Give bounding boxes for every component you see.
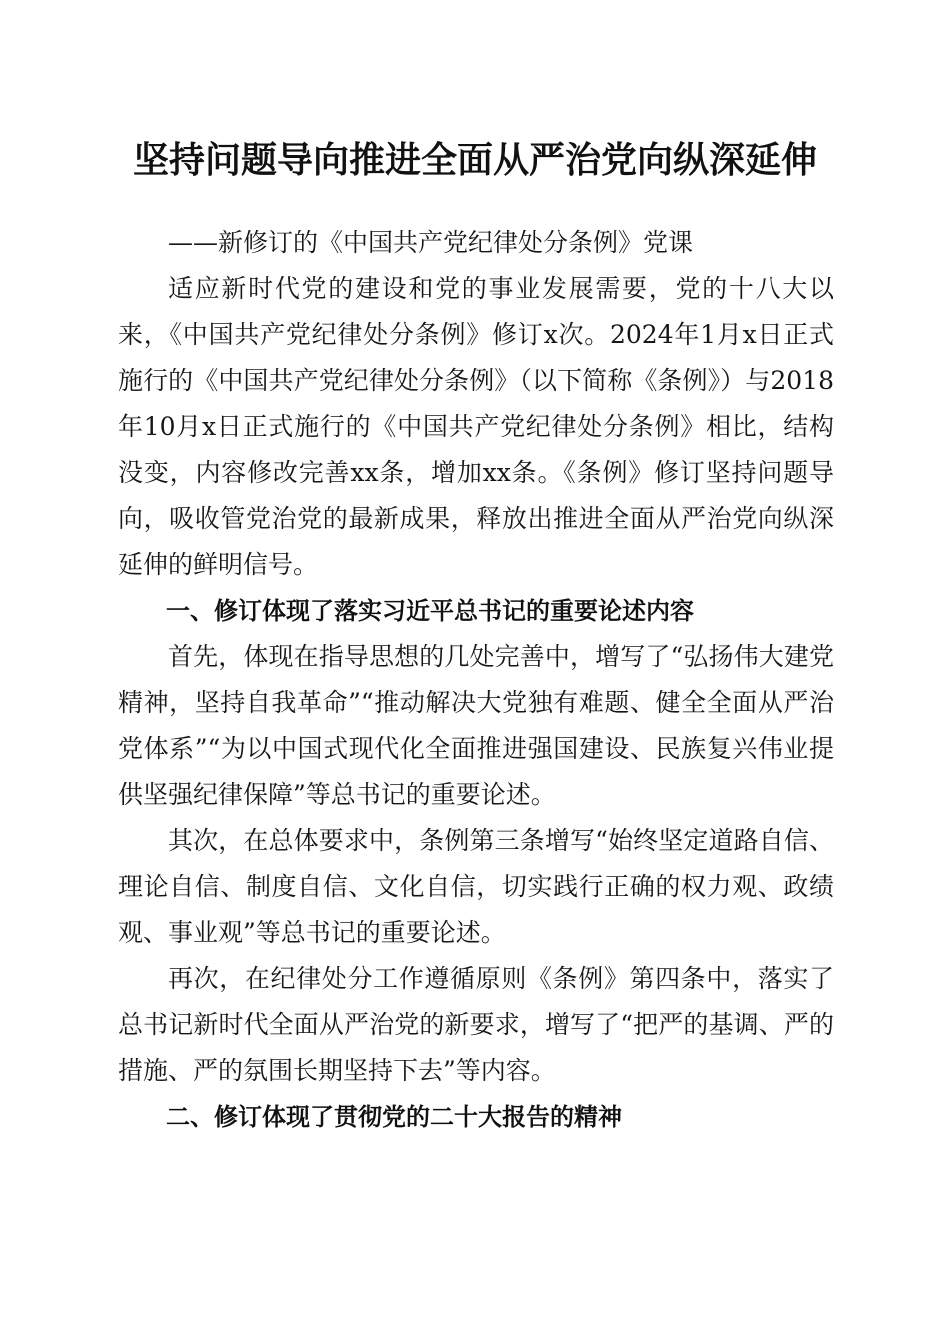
- subtitle: ——新修订的《中国共产党纪律处分条例》党课: [168, 228, 694, 257]
- section-1-paragraph-3: 再次，在纪律处分工作遵循原则《条例》第四条中，落实了总书记新时代全面从严治党的新要求，增写了“把严的基调、严的措施、严的氛围长期坚持下去”等内容。: [118, 964, 834, 1085]
- document-body: [118, 220, 834, 1140]
- section-1-paragraph-2: 其次，在总体要求中，条例第三条增写“始终坚定道路自信、理论自信、制度自信、文化自信，切实践行正确的权力观、政绩观、事业观”等总书记的重要论述。: [118, 826, 834, 947]
- document-title: 坚持问题导向推进全面从严治党向纵深延伸: [132, 139, 817, 181]
- section-2-heading: 二、修订体现了贯彻党的二十大报告的精神: [166, 1103, 622, 1131]
- section-1-heading: 一、修订体现了落实习近平总书记的重要论述内容: [166, 597, 694, 625]
- intro-paragraph: 适应新时代党的建设和党的事业发展需要，党的十八大以来，《中国共产党纪律处分条例》修订x次。2024年1月x日正式施行的《中国共产党纪律处分条例》（以下简称《条例》）与2018年10月x日正式施行的《中国共产党纪律处分条例》相比，结构没变，内容修改完善xx条，增加xx条。《条例》修订坚持问题导向，吸收管党治党的最新成果，释放出推进全面从严治党向纵深延伸的鲜明信号。: [118, 274, 834, 579]
- section-1-paragraph-1: 首先，体现在指导思想的几处完善中，增写了“弘扬伟大建党精神，坚持自我革命”“推动解决大党独有难题、健全全面从严治党体系”“为以中国式现代化全面推进强国建设、民族复兴伟业提供坚强纪律保障”等总书记的重要论述。: [118, 642, 834, 809]
